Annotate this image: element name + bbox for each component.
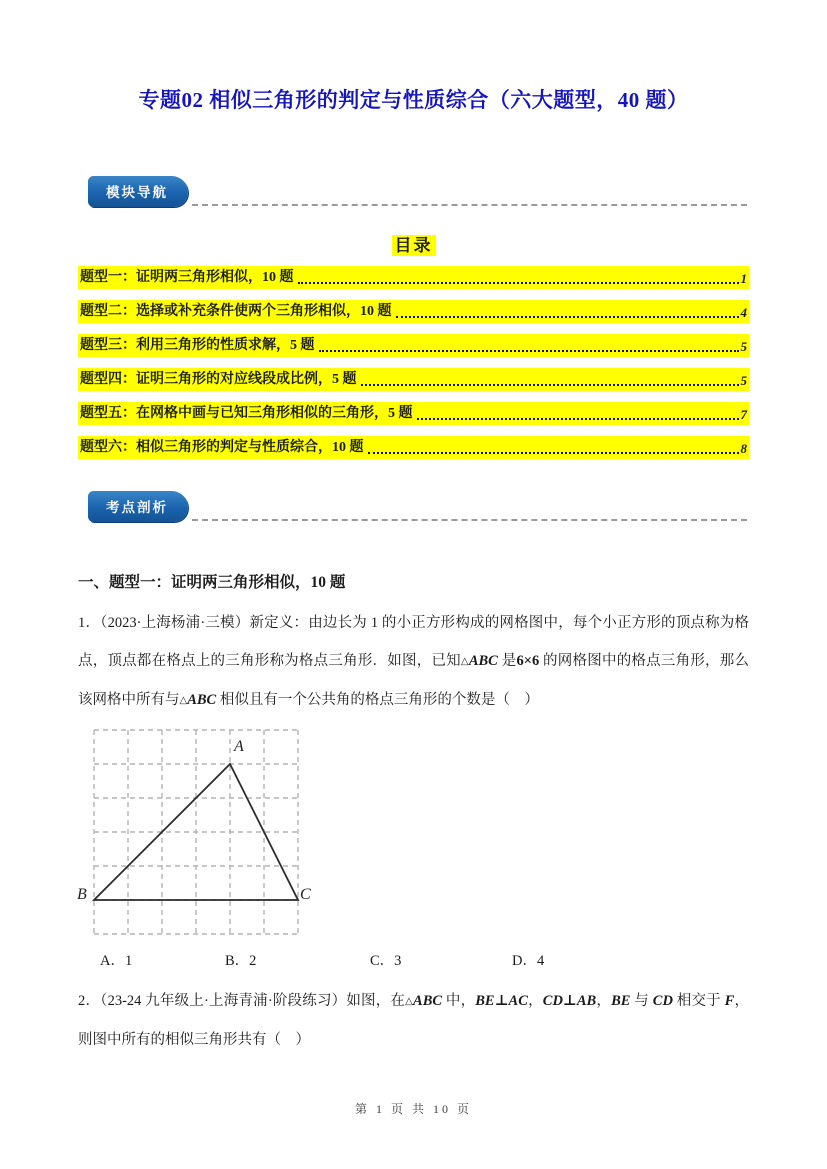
dashed-divider bbox=[192, 204, 747, 206]
toc-page-number: 8 bbox=[740, 441, 747, 456]
module-nav-divider bbox=[88, 176, 747, 207]
toc-heading-text: 目录 bbox=[392, 235, 436, 256]
vertex-label-a: A bbox=[234, 738, 244, 755]
q2-text-part: ， bbox=[596, 993, 612, 1009]
toc-item-2[interactable] bbox=[78, 300, 749, 323]
q2-math-be: BE bbox=[611, 993, 631, 1009]
toc-item-5[interactable] bbox=[78, 402, 749, 425]
q1-text-part: 相似且有一个公共角的格点三角形的个数是（ ） bbox=[216, 692, 539, 708]
q1-grid-size: 6×6 bbox=[516, 653, 540, 669]
vertex-label-c: C bbox=[300, 886, 311, 903]
toc-dot-leader bbox=[298, 282, 739, 284]
q1-math-abc: ABC bbox=[468, 653, 498, 669]
q1-math-abc: ABC bbox=[187, 692, 217, 708]
toc-dot-leader bbox=[396, 316, 739, 318]
dashed-divider bbox=[192, 519, 747, 521]
toc-item-6[interactable] bbox=[78, 436, 749, 459]
question-1-options bbox=[78, 949, 749, 970]
option-a: A．1 bbox=[100, 953, 133, 969]
page-footer: 第 1 页 共 10 页 bbox=[354, 1102, 472, 1116]
exam-points-badge: 考点剖析 bbox=[88, 491, 188, 522]
toc-dot-leader bbox=[361, 384, 739, 386]
q2-text-part: ，则图中所有的相似三角形共有（ ） bbox=[78, 993, 750, 1048]
toc-item-label: 题型五：在网格中画与已知三角形相似的三角形，5 题 bbox=[80, 406, 413, 421]
toc-item-3[interactable] bbox=[78, 334, 749, 357]
toc-page-number: 1 bbox=[740, 271, 747, 286]
q1-text-part: 的网格图中的格点三角形，那么该网格中所有与 bbox=[78, 653, 750, 708]
q2-text-part: ， bbox=[527, 993, 543, 1009]
table-of-contents bbox=[78, 266, 749, 459]
q2-math-cd: CD bbox=[652, 993, 673, 1009]
option-c: C．3 bbox=[370, 953, 402, 969]
triangle-symbol: △ bbox=[405, 996, 414, 1007]
grid-triangle-figure bbox=[77, 730, 311, 935]
q1-text-part: 1．（2023·上海杨浦·三模）新定义：由边长为 1 的小正方形构成的网格图中，每个小正方形的顶点称为格点，顶点都在格点上的三角形称为格点三角形．如图，已知 bbox=[78, 615, 749, 669]
toc-item-4[interactable] bbox=[78, 368, 749, 391]
toc-item-label: 题型三：利用三角形的性质求解，5 题 bbox=[80, 338, 315, 353]
grid-figure-svg bbox=[94, 730, 298, 934]
toc-dot-leader bbox=[417, 418, 739, 420]
q2-text-part: 与 bbox=[630, 993, 653, 1009]
toc-dot-leader bbox=[319, 350, 739, 352]
vertex-label-b: B bbox=[77, 886, 87, 903]
q1-text-part: 是 bbox=[497, 653, 517, 669]
toc-item-label: 题型二：选择或补充条件使两个三角形相似，10 题 bbox=[80, 304, 392, 319]
module-nav-badge: 模块导航 bbox=[88, 176, 188, 207]
toc-item-label: 题型四：证明三角形的对应线段成比例，5 题 bbox=[80, 372, 357, 387]
q2-math-f: F bbox=[724, 993, 735, 1009]
toc-item-label: 题型一：证明两三角形相似，10 题 bbox=[80, 270, 294, 285]
q2-text-part: 相交于 bbox=[672, 993, 725, 1009]
q2-math-be-ac: BE⊥AC bbox=[475, 993, 528, 1009]
toc-heading bbox=[78, 231, 749, 256]
triangle-symbol: △ bbox=[460, 656, 469, 667]
question-1-text bbox=[78, 604, 749, 720]
q2-math-cd-ab: CD⊥AB bbox=[542, 993, 597, 1009]
option-d: D．4 bbox=[512, 953, 545, 969]
section-heading: 一、题型一：证明两三角形相似，10 题 bbox=[78, 574, 346, 591]
option-b: B．2 bbox=[225, 953, 257, 969]
q2-text-part: 2．（23-24 九年级上·上海青浦·阶段练习）如图，在 bbox=[78, 993, 406, 1009]
toc-page-number: 4 bbox=[740, 305, 747, 320]
q2-text-part: 中， bbox=[442, 993, 476, 1009]
toc-page-number: 5 bbox=[740, 339, 747, 354]
question-2-text bbox=[78, 982, 749, 1059]
toc-page-number: 7 bbox=[740, 407, 747, 422]
toc-dot-leader bbox=[368, 452, 739, 454]
exam-points-divider bbox=[88, 491, 747, 522]
toc-page-number: 5 bbox=[740, 373, 747, 388]
triangle-symbol: △ bbox=[179, 695, 188, 706]
q2-math-abc: ABC bbox=[413, 993, 443, 1009]
toc-item-label: 题型六：相似三角形的判定与性质综合，10 题 bbox=[80, 440, 364, 455]
toc-item-1[interactable] bbox=[78, 266, 749, 289]
page-title: 专题02 相似三角形的判定与性质综合（六大题型，40 题） bbox=[138, 88, 689, 112]
